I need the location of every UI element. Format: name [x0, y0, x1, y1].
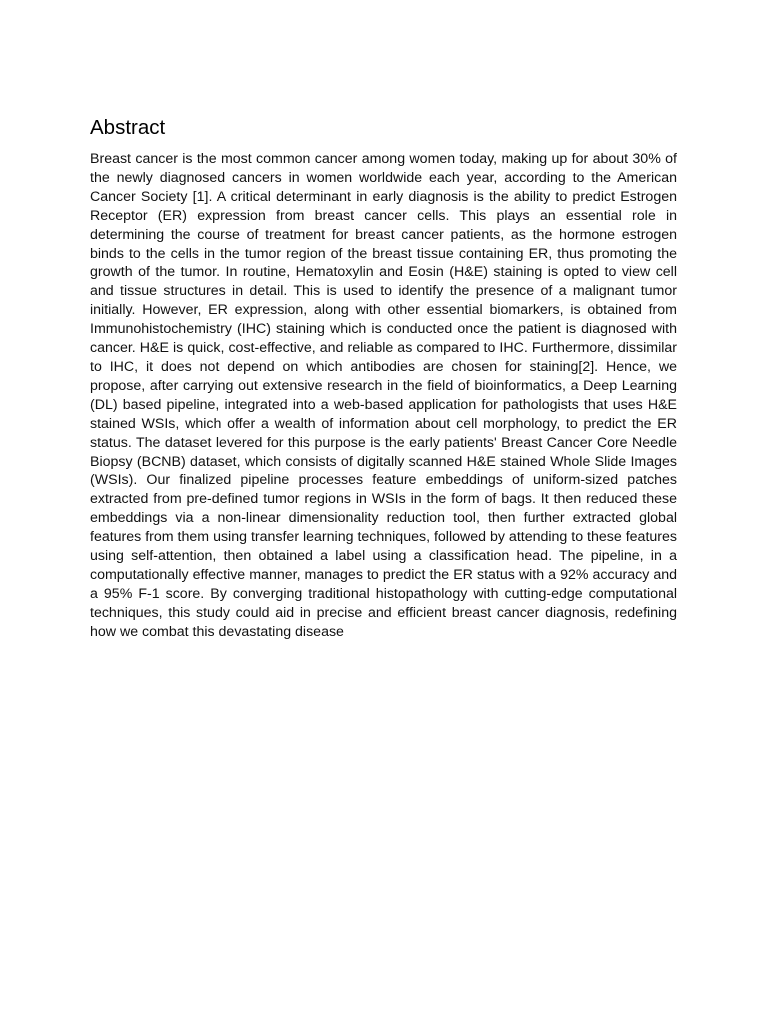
- abstract-body-text: Breast cancer is the most common cancer among women today, making up for about 30% of the newly diagnosed cancers in women worldwide each year, according to the American Cancer Society [1]. A critical determinant in early diagnosis is the ability to predict Estrogen Receptor (ER) expression from breast cancer cells. This plays an essential role in determining the course of treatment for breast cancer patients, as the hormone estrogen binds to the cells in the tumor region of the breast tissue containing ER, thus promoting the growth of the tumor. In routine, Hematoxylin and Eosin (H&E) staining is opted to view cell and tissue structures in detail. This is used to identify the presence of a malignant tumor initially. However, ER expression, along with other essential biomarkers, is obtained from Immunohistochemistry (IHC) staining which is conducted once the patient is diagnosed with cancer. H&E is quick, cost-effective, and reliable as compared to IHC. Furthermore, dissimilar to IHC, it does not depend on which antibodies are chosen for staining[2]. Hence, we propose, after carrying out extensive research in the field of bioinformatics, a Deep Learning (DL) based pipeline, integrated into a web-based application for pathologists that uses H&E stained WSIs, which offer a wealth of information about cell morphology, to predict the ER status. The dataset levered for this purpose is the early patients' Breast Cancer Core Needle Biopsy (BCNB) dataset, which consists of digitally scanned H&E stained Whole Slide Images (WSIs). Our finalized pipeline processes feature embeddings of uniform-sized patches extracted from pre-defined tumor regions in WSIs in the form of bags. It then reduced these embeddings via a non-linear dimensionality reduction tool, then further extracted global features from them using transfer learning techniques, followed by attending to these features using self-attention, then obtained a label using a classification head. The pipeline, in a computationally effective manner, manages to predict the ER status with a 92% accuracy and a 95% F-1 score. By converging traditional histopathology with cutting-edge computational techniques, this study could aid in precise and efficient breast cancer diagnosis, redefining how we combat this devastating disease: [90, 151, 677, 640]
- abstract-heading: Abstract: [90, 116, 166, 139]
